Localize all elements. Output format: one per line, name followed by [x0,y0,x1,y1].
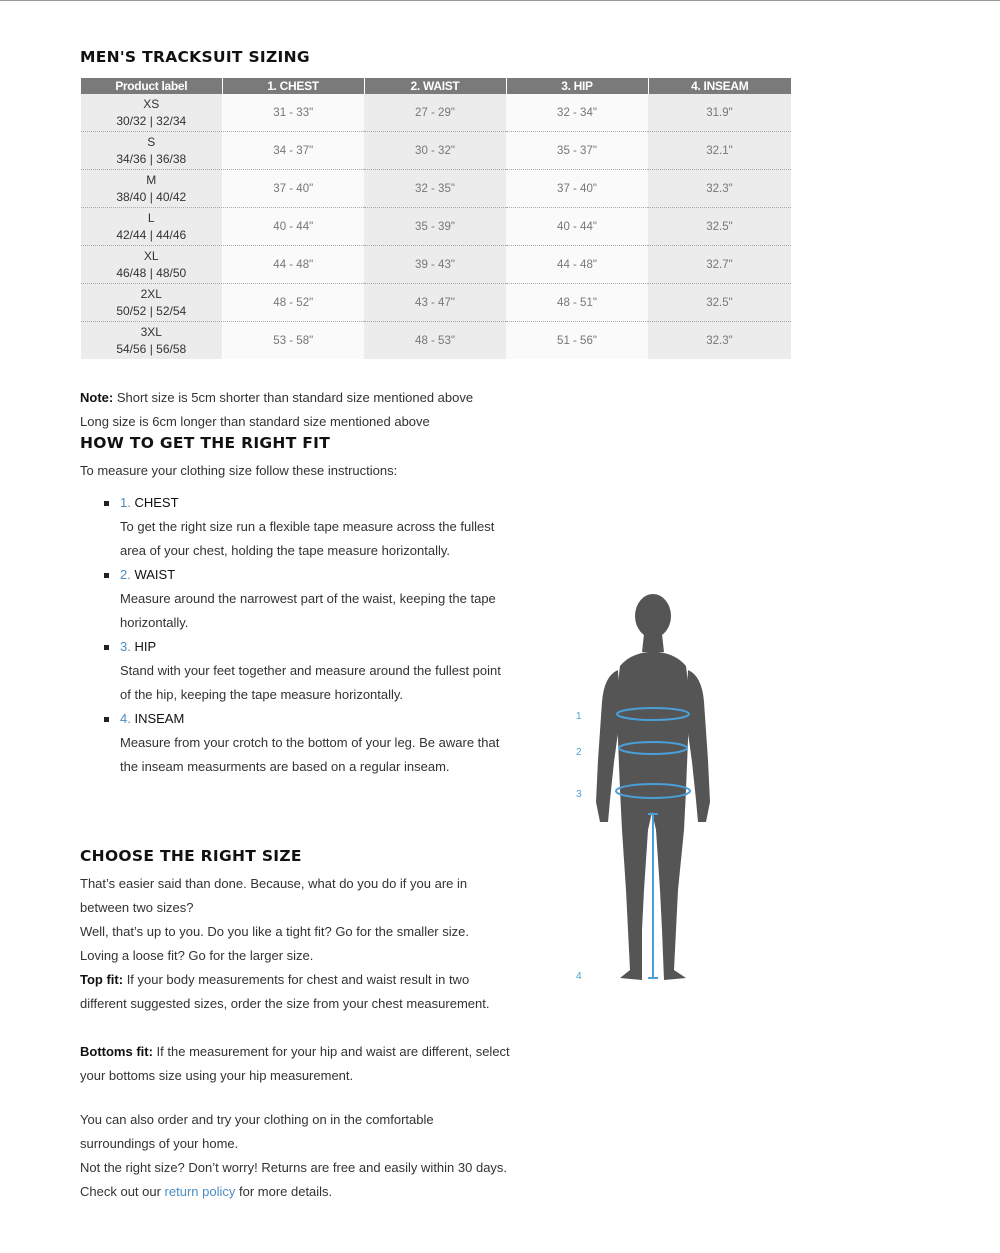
return-text-post: for more details. [235,1184,333,1199]
hip-cell: 40 - 44" [506,208,648,246]
choose-top-fit [80,968,510,1016]
list-item [104,635,504,707]
marker-4: 4 [576,971,582,982]
list-item [104,491,504,563]
hip-cell: 35 - 37" [506,132,648,170]
note-short-text: Short size is 5cm shorter than standard size mentioned above [116,390,474,405]
size-label-cell [81,170,222,208]
choose-title: CHOOSE THE RIGHT SIZE [80,847,302,865]
waist-cell: 27 - 29" [364,94,506,132]
inseam-cell: 32.3" [648,170,791,208]
item-title: WAIST [134,567,176,582]
size-name: XS [143,96,160,111]
item-number: 2. [120,567,131,582]
chest-cell: 31 - 33" [222,94,364,132]
header-product-label: Product label [81,78,222,94]
item-number: 3. [120,639,131,654]
inseam-cell: 32.1" [648,132,791,170]
item-text: Stand with your feet together and measure around the fullest point of the hip, keeping the tape measure horizontally. [120,663,501,702]
table-row [81,322,791,360]
header-chest: 1. CHEST [222,78,364,94]
inseam-cell: 31.9" [648,94,791,132]
inseam-cell: 32.5" [648,284,791,322]
hip-cell: 51 - 56" [506,322,648,360]
waist-cell: 48 - 53" [364,322,506,360]
inseam-cell: 32.5" [648,208,791,246]
size-eu: 38/40 | 40/42 [116,189,187,204]
hip-cell: 48 - 51" [506,284,648,322]
size-label-cell [81,94,222,132]
table-row [81,132,791,170]
size-name: L [147,210,155,225]
sizing-title: MEN'S TRACKSUIT SIZING [80,48,310,66]
waist-cell: 32 - 35" [364,170,506,208]
return-policy-link[interactable]: return policy [164,1184,236,1199]
chest-cell: 37 - 40" [222,170,364,208]
marker-1: 1 [576,711,582,722]
size-label-cell [81,246,222,284]
item-title: HIP [134,639,157,654]
fit-intro: To measure your clothing size follow these instructions: [80,463,398,478]
table-row [81,94,791,132]
size-label-cell [81,322,222,360]
table-row [81,246,791,284]
waist-cell: 30 - 32" [364,132,506,170]
marker-3: 3 [576,789,582,800]
inseam-cell: 32.3" [648,322,791,360]
size-eu: 54/56 | 56/58 [116,341,187,356]
marker-2: 2 [576,747,582,758]
note-long: Long size is 6cm longer than standard size mentioned above [80,414,430,429]
size-name: XL [143,248,159,263]
size-name: 3XL [140,324,162,339]
table-row [81,284,791,322]
size-name: S [147,134,156,149]
note-label: Note: [80,390,114,405]
body-measurement-figure [560,590,720,990]
chest-cell: 53 - 58" [222,322,364,360]
fit-title: HOW TO GET THE RIGHT FIT [80,434,331,452]
size-label-cell [81,284,222,322]
waist-cell: 35 - 39" [364,208,506,246]
item-title: INSEAM [134,711,185,726]
top-border [0,0,1000,1]
bullet-icon [104,717,109,722]
item-number: 4. [120,711,131,726]
list-item [104,563,504,635]
size-label-cell [81,208,222,246]
size-eu: 46/48 | 48/50 [116,265,187,280]
bullet-icon [104,501,109,506]
size-eu: 50/52 | 52/54 [116,303,187,318]
inseam-cell: 32.7" [648,246,791,284]
size-eu: 30/32 | 32/34 [116,113,187,128]
item-text: Measure from your crotch to the bottom of your leg. Be aware that the inseam measurments are based on a regular inseam. [120,735,500,774]
table-header-row [81,78,791,94]
chest-cell: 40 - 44" [222,208,364,246]
choose-p4 [80,1156,510,1204]
hip-cell: 44 - 48" [506,246,648,284]
size-name: 2XL [140,286,162,301]
hip-cell: 32 - 34" [506,94,648,132]
choose-p1: That’s easier said than done. Because, what do you do if you are in between two sizes? [80,876,468,915]
size-eu: 34/36 | 36/38 [116,151,187,166]
chest-cell: 34 - 37" [222,132,364,170]
waist-cell: 43 - 47" [364,284,506,322]
top-fit-label: Top fit: [80,972,124,987]
choose-p3: You can also order and try your clothing on in the comfortable surroundings of your home. [80,1112,434,1151]
item-text: To get the right size run a flexible tape measure across the fullest area of your chest, holding the tape measure horizontally. [120,519,495,558]
table-row [81,208,791,246]
note-short [80,386,473,410]
fit-instructions-list [104,491,504,779]
size-eu: 42/44 | 44/46 [116,227,187,242]
item-title: CHEST [134,495,179,510]
hip-cell: 37 - 40" [506,170,648,208]
waist-cell: 39 - 43" [364,246,506,284]
size-name: M [146,172,157,187]
item-text: Measure around the narrowest part of the waist, keeping the tape horizontally. [120,591,496,630]
header-inseam: 4. INSEAM [648,78,791,94]
item-number: 1. [120,495,131,510]
bottoms-fit-label: Bottoms fit: [80,1044,153,1059]
list-item [104,707,504,779]
chest-cell: 48 - 52" [222,284,364,322]
chest-cell: 44 - 48" [222,246,364,284]
return-text-pre: Not the right size? Don’t worry! Returns are free and easily within 30 days. Check out our [80,1160,508,1199]
bullet-icon [104,645,109,650]
measurement-markers [576,711,582,982]
top-fit-text: If your body measurements for chest and waist result in two different suggested sizes, order the size from your chest measurement. [80,972,490,1011]
header-waist: 2. WAIST [364,78,506,94]
header-hip: 3. HIP [506,78,648,94]
bullet-icon [104,573,109,578]
bottoms-fit-text: If the measurement for your hip and waist are different, select your bottoms size using your hip measurement. [80,1044,510,1083]
size-label-cell [81,132,222,170]
table-row [81,170,791,208]
choose-bottoms-fit [80,1040,510,1088]
size-table [81,78,791,359]
choose-p2: Well, that’s up to you. Do you like a tight fit? Go for the smaller size. Loving a loose fit? Go for the larger size. [80,924,469,963]
